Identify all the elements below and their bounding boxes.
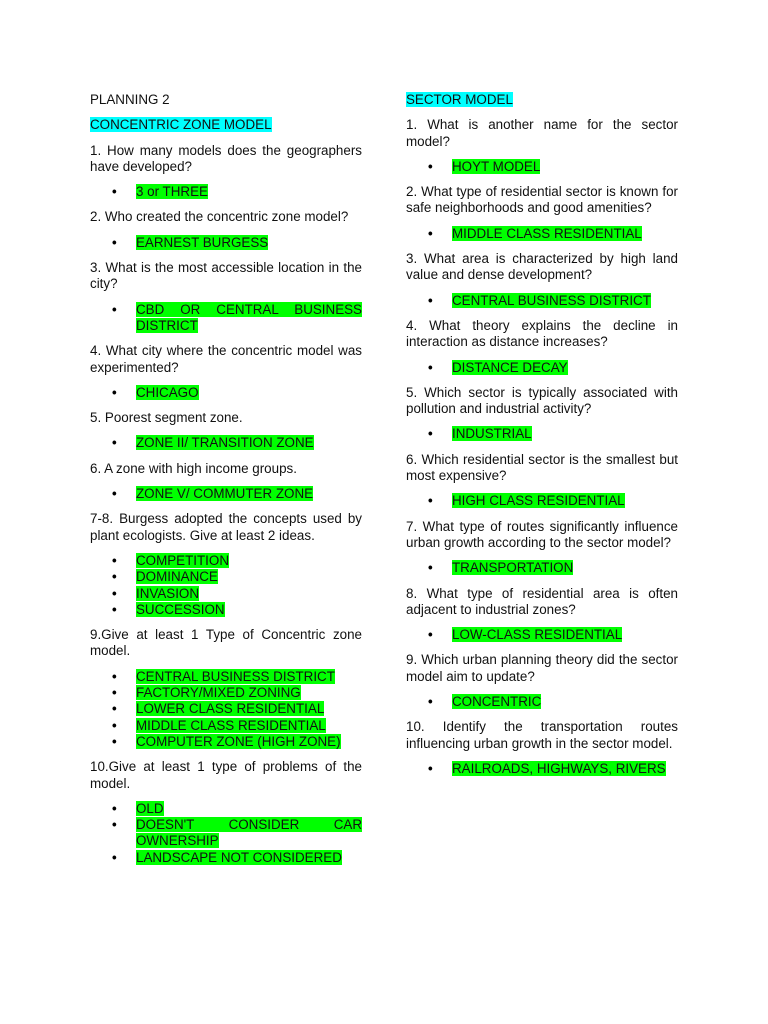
answer-text: FACTORY/MIXED ZONING [136, 685, 301, 701]
answer-text: CENTRAL BUSINESS DISTRICT [136, 668, 335, 684]
question-text: 5. Poorest segment zone. [90, 410, 243, 426]
answer-list [406, 493, 678, 509]
answer-item [90, 302, 362, 335]
question-text: 6. Which residential sector is the smallest but most expensive? [406, 451, 678, 484]
page-title: PLANNING 2 [90, 92, 170, 107]
question-text: 4. What city where the concentric model was experimented? [90, 343, 362, 375]
answer-text: INVASION [136, 585, 199, 601]
answer-item [90, 850, 362, 866]
answer-item [90, 235, 362, 251]
answer-text: CENTRAL BUSINESS DISTRICT [452, 292, 651, 308]
question-text: 8. What type of residential area is often adjacent to industrial zones? [406, 585, 678, 617]
answer-item [406, 360, 678, 376]
question-text: 9. Which urban planning theory did the sector model aim to update? [406, 652, 678, 684]
answer-text: DOMINANCE [136, 569, 218, 585]
answer-text: TRANSPORTATION [452, 560, 574, 576]
question-text: 2. Who created the concentric zone model? [90, 209, 349, 225]
answer-text: LANDSCAPE NOT CONSIDERED [136, 849, 342, 865]
concentric-qa-list [90, 143, 362, 866]
concentric-section-title-text: CONCENTRIC ZONE MODEL [90, 117, 272, 133]
answer-text: DISTANCE DECAY [452, 359, 568, 375]
sector-section-title [406, 92, 678, 108]
answer-text: HIGH CLASS RESIDENTIAL [452, 493, 625, 509]
question-text: 10. Identify the transportation routes influencing urban growth in the sector model. [406, 719, 678, 751]
answer-item [406, 694, 678, 710]
answer-text: DOESN'T CONSIDER CAR OWNERSHIP [136, 817, 362, 849]
answer-list [90, 235, 362, 251]
answer-text: ZONE V/ COMMUTER ZONE [136, 486, 314, 502]
answer-item [406, 761, 678, 777]
concentric-section-title [90, 117, 362, 133]
answer-text: 3 or THREE [136, 184, 208, 200]
answer-item [406, 493, 678, 509]
answer-item [90, 435, 362, 451]
answer-list [406, 293, 678, 309]
answer-item [406, 560, 678, 576]
question-text: 2. What type of residential sector is known for safe neighborhoods and good amenities? [406, 184, 678, 216]
answer-text: RAILROADS, HIGHWAYS, RIVERS [452, 760, 666, 776]
answer-text: COMPETITION [136, 552, 229, 568]
answer-item [90, 718, 362, 734]
question-text: 6. A zone with high income groups. [90, 460, 297, 476]
answer-item [90, 701, 362, 717]
answer-list [406, 560, 678, 576]
answer-item [90, 569, 362, 585]
answer-text: SUCCESSION [136, 601, 225, 617]
answer-item [90, 486, 362, 502]
answer-item [90, 602, 362, 618]
answer-item [406, 627, 678, 643]
question-text: 3. What is the most accessible location in the city? [90, 260, 362, 292]
answer-item [406, 426, 678, 442]
answer-list [406, 226, 678, 242]
answer-text: OLD [136, 800, 164, 816]
answer-list [90, 385, 362, 401]
answer-list [406, 426, 678, 442]
answer-text: COMPUTER ZONE (HIGH ZONE) [136, 733, 341, 749]
right-column [406, 92, 678, 786]
sector-qa-list [406, 117, 678, 777]
answer-list [90, 302, 362, 335]
answer-text: LOW-CLASS RESIDENTIAL [452, 627, 623, 643]
answer-list [406, 761, 678, 777]
question-text: 4. What theory explains the decline in interaction as distance increases? [406, 317, 678, 350]
question-text: 10.Give at least 1 type of problems of the model. [90, 759, 362, 791]
answer-list [406, 360, 678, 376]
answer-list [406, 627, 678, 643]
answer-item [90, 801, 362, 817]
answer-text: MIDDLE CLASS RESIDENTIAL [136, 717, 326, 733]
answer-item [90, 734, 362, 750]
answer-item [406, 159, 678, 175]
answer-list [90, 184, 362, 200]
answer-text: ZONE II/ TRANSITION ZONE [136, 435, 314, 451]
answer-item [406, 293, 678, 309]
answer-list [406, 694, 678, 710]
answer-text: EARNEST BURGESS [136, 234, 269, 250]
answer-text: CBD OR CENTRAL BUSINESS DISTRICT [136, 301, 362, 333]
answer-item [90, 385, 362, 401]
answer-list [90, 435, 362, 451]
answer-text: LOWER CLASS RESIDENTIAL [136, 701, 325, 717]
answer-item [90, 817, 362, 850]
answer-text: CONCENTRIC [452, 694, 542, 710]
question-text: 7. What type of routes significantly influence urban growth according to the sector model? [406, 518, 678, 550]
answer-item [90, 184, 362, 200]
answer-item [90, 685, 362, 701]
question-text: 3. What area is characterized by high land value and dense development? [406, 251, 678, 283]
answer-item [90, 669, 362, 685]
answer-text: MIDDLE CLASS RESIDENTIAL [452, 225, 642, 241]
answer-list [90, 553, 362, 618]
question-text: 1. What is another name for the sector model? [406, 117, 678, 149]
question-text: 9.Give at least 1 Type of Concentric zone model. [90, 627, 362, 659]
answer-item [90, 586, 362, 602]
answer-text: CHICAGO [136, 384, 199, 400]
question-text: 5. Which sector is typically associated with pollution and industrial activity? [406, 384, 678, 417]
answer-text: INDUSTRIAL [452, 426, 532, 442]
left-column [90, 92, 362, 875]
answer-item [406, 226, 678, 242]
answer-list [406, 159, 678, 175]
answer-item [90, 553, 362, 569]
question-text: 1. How many models does the geographers have developed? [90, 142, 362, 174]
answer-list [90, 801, 362, 866]
answer-list [90, 486, 362, 502]
question-text: 7-8. Burgess adopted the concepts used by plant ecologists. Give at least 2 ideas. [90, 511, 362, 543]
sector-section-title-text: SECTOR MODEL [406, 92, 513, 107]
answer-list [90, 669, 362, 750]
answer-text: HOYT MODEL [452, 158, 541, 174]
